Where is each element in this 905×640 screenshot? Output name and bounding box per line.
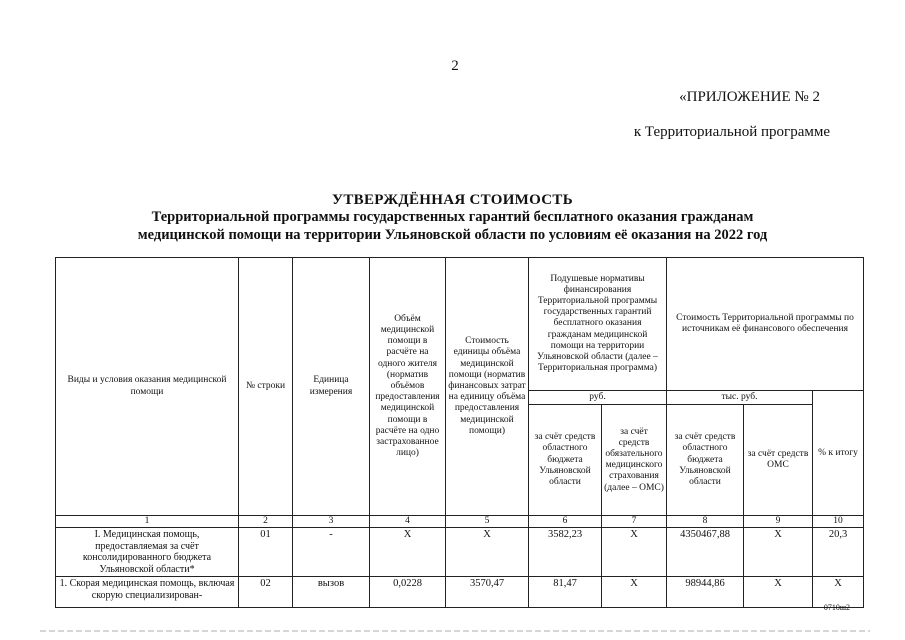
column-number: 10: [813, 516, 864, 528]
header-budget-thous: за счёт средств областного бюджета Ульяновской области: [667, 405, 744, 516]
header-thous-rub: тыс. руб.: [667, 391, 813, 405]
row-percent: 20,3: [813, 528, 864, 577]
row-unit: -: [293, 528, 370, 577]
column-number: 9: [744, 516, 813, 528]
column-number: 2: [239, 516, 293, 528]
appendix-subtitle: к Территориальной программе: [633, 124, 830, 140]
header-percent: % к итогу: [813, 391, 864, 516]
row-number: 01: [239, 528, 293, 577]
header-program-cost: Стоимость Территориальной программы по источникам её финансового обеспечения: [667, 258, 864, 391]
row-cost-unit: Х: [446, 528, 529, 577]
appendix-title: «ПРИЛОЖЕНИЕ № 2: [679, 89, 820, 105]
header-oms-thous: за счёт средств ОМС: [744, 405, 813, 516]
document-title: УТВЕРЖДЁННАЯ СТОИМОСТЬ: [332, 192, 573, 208]
row-budget-thous: 98944,86: [667, 577, 744, 608]
table-row: [56, 528, 864, 577]
column-number: 7: [602, 516, 667, 528]
header-per-capita: Подушевые нормативы финансирования Территориальной программы государственных гарантий бесплатного оказания гражданам медицинской помощи на территории Ульяновской области (далее – Территориальная программа): [529, 258, 667, 391]
page-code: 0710ш2: [823, 603, 850, 612]
document-subtitle-line1: Территориальной программы государственных гарантий бесплатного оказания гражданам: [151, 209, 754, 225]
column-number: 8: [667, 516, 744, 528]
document-subtitle-line2: медицинской помощи на территории Ульяновской области по условиям её оказания на 2022 год: [137, 227, 768, 243]
page-number: 2: [451, 58, 459, 74]
header-unit: Единица измерения: [293, 258, 370, 516]
column-number: 5: [446, 516, 529, 528]
column-number: 1: [56, 516, 239, 528]
row-oms-thous: Х: [744, 577, 813, 608]
column-number: 3: [293, 516, 370, 528]
row-volume: 0,0228: [370, 577, 446, 608]
row-unit: вызов: [293, 577, 370, 608]
row-cost-unit: 3570,47: [446, 577, 529, 608]
row-budget-rub: 3582,23: [529, 528, 602, 577]
row-name: I. Медицинская помощь, предоставляемая за счёт консолидированного бюджета Ульяновской области*: [56, 528, 239, 577]
header-oms-rub: за счёт средств обязательного медицинского страхования (далее – ОМС): [602, 405, 667, 516]
header-rub: руб.: [529, 391, 667, 405]
header-row-number: № строки: [239, 258, 293, 516]
row-percent: Х: [813, 577, 864, 608]
row-number: 02: [239, 577, 293, 608]
row-oms-thous: Х: [744, 528, 813, 577]
column-number: 6: [529, 516, 602, 528]
header-volume: Объём медицинской помощи в расчёте на одного жителя (норматив объёмов предоставления медицинской помощи в расчёте на одно застрахованное лицо): [370, 258, 446, 516]
column-numbers-row: [56, 516, 864, 528]
table-row: [56, 577, 864, 608]
header-budget-rub: за счёт средств областного бюджета Ульяновской области: [529, 405, 602, 516]
bleed-through-divider: [40, 630, 870, 632]
row-oms-rub: Х: [602, 528, 667, 577]
header-types: Виды и условия оказания медицинской помощи: [56, 258, 239, 516]
row-budget-rub: 81,47: [529, 577, 602, 608]
row-budget-thous: 4350467,88: [667, 528, 744, 577]
row-name: 1. Скорая медицинская помощь, включая скорую специализирован-: [56, 577, 239, 608]
column-number: 4: [370, 516, 446, 528]
header-cost-per-unit: Стоимость единицы объёма медицинской помощи (норматив финансовых затрат на единицу объёма предоставления медицинской помощи): [446, 258, 529, 516]
row-oms-rub: Х: [602, 577, 667, 608]
cost-table: [55, 257, 864, 608]
row-volume: Х: [370, 528, 446, 577]
